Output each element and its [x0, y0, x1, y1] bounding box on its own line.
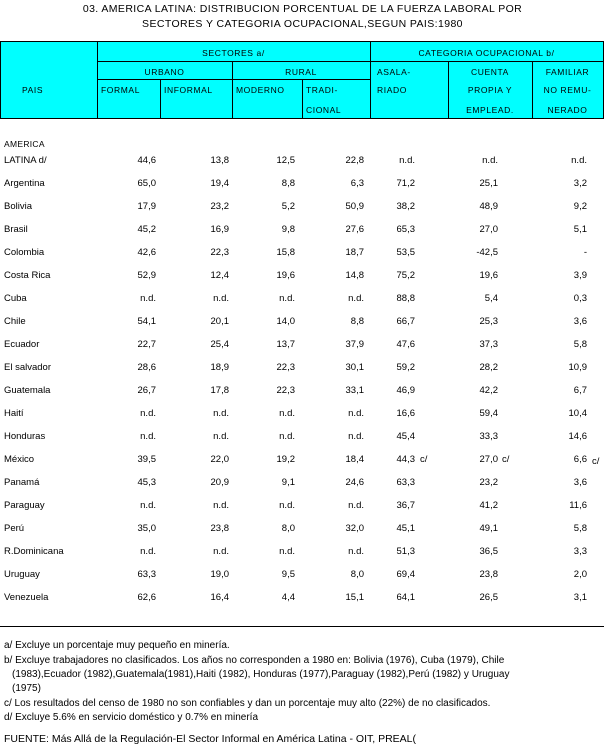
cell-cuenta: 23,2: [479, 477, 498, 488]
table-row: [0, 201, 605, 215]
cell-familiar: 11,6: [569, 500, 587, 511]
cell-informal: 12,4: [210, 270, 229, 281]
cell-formal: n.d.: [140, 546, 156, 557]
header-familiar-3: NERADO: [547, 105, 588, 115]
cell-moderno: 19,6: [276, 270, 295, 281]
cell-formal: 52,9: [137, 270, 156, 281]
cell-tradicional: 50,9: [345, 201, 364, 212]
cell-cuenta: 19,6: [479, 270, 498, 281]
cell-asalariado: 88,8: [396, 293, 415, 304]
cell-formal: 22,7: [137, 339, 156, 350]
header-top-border: [0, 41, 604, 42]
table-row: [0, 431, 605, 445]
cell-cuenta: 25,3: [479, 316, 498, 327]
cell-asalariado: 45,4: [396, 431, 415, 442]
table-row: [0, 569, 605, 583]
cell-moderno: n.d.: [279, 431, 295, 442]
header-sector-divider: [97, 61, 603, 62]
cell-informal: 16,4: [210, 592, 229, 603]
cell-moderno: n.d.: [279, 500, 295, 511]
cell-familiar: 10,9: [568, 362, 587, 373]
cell-asalariado: 47,6: [396, 339, 415, 350]
table-row: [0, 477, 605, 491]
cell-tradicional: n.d.: [348, 293, 364, 304]
cell-familiar: 10,4: [568, 408, 587, 419]
cell-formal: n.d.: [140, 293, 156, 304]
header-moderno: MODERNO: [236, 85, 285, 95]
cell-cuenta: 37,3: [479, 339, 498, 350]
cell-pais: Honduras: [4, 431, 46, 442]
cell-moderno: 8,0: [281, 523, 295, 534]
cell-formal: 65,0: [137, 178, 156, 189]
cell-asalariado: n.d.: [399, 155, 415, 166]
header-pais: PAIS: [22, 85, 44, 95]
cell-moderno: n.d.: [279, 546, 295, 557]
cell-asalariado: 36,7: [396, 500, 415, 511]
cell-pais: Colombia: [4, 247, 45, 258]
cell-tradicional: 14,8: [345, 270, 364, 281]
cell-moderno: 9,5: [281, 569, 295, 580]
header-informal: INFORMAL: [164, 85, 213, 95]
cell-tradicional: 30,1: [345, 362, 364, 373]
cell-familiar: 6,6: [573, 454, 587, 465]
cell-tradicional: 18,4: [345, 454, 364, 465]
footnote-a: a/ Excluye un porcentaje muy pequeño en minería.: [4, 640, 230, 651]
region-label: AMERICA: [4, 139, 45, 149]
footnote-d: d/ Excluye 5.6% en servicio doméstico y 0.7% en minería: [4, 712, 259, 723]
cell-pais: Panamá: [4, 477, 40, 488]
cell-formal: 28,6: [137, 362, 156, 373]
table-row: [0, 362, 605, 376]
table-row: [0, 293, 605, 307]
cell-asalariado: 38,2: [396, 201, 415, 212]
header-cuenta-1: CUENTA: [471, 67, 509, 77]
cell-asalariado: 69,4: [396, 569, 415, 580]
footnote-c: c/ Los resultados del censo de 1980 no son confiables y dan un porcentaje muy alto (22%) de no clasificados.: [4, 698, 491, 709]
cell-pais: Venezuela: [4, 592, 49, 603]
cell-informal: 25,4: [210, 339, 229, 350]
cell-cuenta: 33,3: [479, 431, 498, 442]
cell-informal: 13,8: [210, 155, 229, 166]
cell-moderno: n.d.: [279, 293, 295, 304]
footnote-b-line-3: (1975): [12, 683, 41, 694]
cell-informal: n.d.: [213, 408, 229, 419]
cell-tradicional: 37,9: [345, 339, 364, 350]
table-row: [0, 454, 605, 468]
header-rural: RURAL: [285, 67, 317, 77]
footnote-b-line-2: (1983),Ecuador (1982),Guatemala(1981),Haiti (1982), Honduras (1977),Paraguay (1982),Perú (1982) y Uruguay: [12, 669, 510, 680]
cell-moderno: 5,2: [281, 201, 295, 212]
cell-asalariado: 65,3: [396, 224, 415, 235]
table-row: [0, 523, 605, 537]
cell-informal: 16,9: [210, 224, 229, 235]
cell-cuenta: n.d.: [482, 155, 498, 166]
cell-pais: Brasil: [4, 224, 28, 235]
cell-tradicional: n.d.: [348, 546, 364, 557]
header-col-divider-informal: [160, 79, 161, 119]
cell-cuenta: 26,5: [479, 592, 498, 603]
cell-asalariado: 64,1: [396, 592, 415, 603]
cell-moderno: 9,8: [281, 224, 295, 235]
cell-cuenta: 41,2: [479, 500, 498, 511]
cell-pais: Perú: [4, 523, 25, 534]
cell-informal: 19,0: [210, 569, 229, 580]
cell-tradicional: n.d.: [348, 408, 364, 419]
cell-pais: Chile: [4, 316, 26, 327]
cell-tradicional: 15,1: [345, 592, 364, 603]
cell-cuenta: 36,5: [479, 546, 498, 557]
table-row: [0, 178, 605, 192]
header-right-border: [603, 41, 604, 119]
cell-familiar: 3,3: [573, 546, 587, 557]
cell-informal: 22,0: [210, 454, 229, 465]
cell-formal: n.d.: [140, 500, 156, 511]
cell-moderno: 19,2: [276, 454, 295, 465]
cell-asalariado: 59,2: [396, 362, 415, 373]
cell-moderno: 12,5: [276, 155, 295, 166]
cell-tradicional: 27,6: [345, 224, 364, 235]
cell-pais: Costa Rica: [4, 270, 51, 281]
cell-pais: Cuba: [4, 293, 27, 304]
table-title-line-1: 03. AMERICA LATINA: DISTRIBUCION PORCENTUAL DE LA FUERZA LABORAL POR: [82, 3, 523, 15]
cell-pais: México: [4, 454, 35, 465]
header-asalariado-2: RIADO: [377, 85, 407, 95]
cell-asalariado: 66,7: [396, 316, 415, 327]
cell-formal: 39,5: [137, 454, 156, 465]
cell-asalariado-note: c/: [420, 454, 428, 465]
cell-formal: 26,7: [137, 385, 156, 396]
cell-tradicional: 22,8: [345, 155, 364, 166]
table-row: [0, 339, 605, 353]
cell-formal: 17,9: [137, 201, 156, 212]
cell-informal: n.d.: [213, 546, 229, 557]
header-cuenta-3: EMPLEAD.: [466, 105, 514, 115]
cell-cuenta: 42,2: [479, 385, 498, 396]
cell-asalariado: 51,3: [396, 546, 415, 557]
cell-moderno: 13,7: [276, 339, 295, 350]
cell-cuenta: 5,4: [484, 293, 498, 304]
cell-tradicional: 32,0: [345, 523, 364, 534]
header-tradicional-1: TRADI-: [306, 85, 338, 95]
cell-moderno: n.d.: [279, 408, 295, 419]
cell-moderno: 22,3: [276, 362, 295, 373]
cell-familiar: 3,6: [573, 477, 587, 488]
cell-tradicional: 6,3: [350, 178, 364, 189]
cell-tradicional: 33,1: [345, 385, 364, 396]
cell-formal: 45,3: [137, 477, 156, 488]
cell-formal: 42,6: [137, 247, 156, 258]
cell-pais: Haití: [4, 408, 24, 419]
source-note: FUENTE: Más Allá de la Regulación-El Sector Informal en América Latina - OIT, PREAL(: [4, 733, 416, 745]
header-urbano: URBANO: [144, 67, 185, 77]
cell-formal: n.d.: [140, 431, 156, 442]
cell-familiar: 9,2: [573, 201, 587, 212]
header-subsector-divider: [97, 79, 370, 80]
cell-familiar: 3,6: [573, 316, 587, 327]
cell-tradicional: n.d.: [348, 431, 364, 442]
table-row: [0, 155, 605, 169]
cell-informal: n.d.: [213, 500, 229, 511]
cell-moderno: 15,8: [276, 247, 295, 258]
header-left-border: [0, 41, 1, 119]
cell-asalariado: 63,3: [396, 477, 415, 488]
cell-asalariado: 53,5: [396, 247, 415, 258]
cell-familiar: -: [583, 247, 587, 258]
cell-moderno: 22,3: [276, 385, 295, 396]
footnote-separator: [0, 626, 604, 627]
cell-informal: 18,9: [210, 362, 229, 373]
cell-cuenta: 48,9: [479, 201, 498, 212]
header-categoria: CATEGORIA OCUPACIONAL b/: [418, 48, 555, 58]
cell-cuenta: 25,1: [479, 178, 498, 189]
header-col-divider-tradicional: [302, 79, 303, 119]
cell-pais: Guatemala: [4, 385, 51, 396]
cell-moderno: 9,1: [281, 477, 295, 488]
cell-familiar: 5,8: [573, 339, 587, 350]
cell-familiar-note: c/: [592, 456, 600, 467]
table-row: [0, 592, 605, 606]
cell-familiar: 5,8: [573, 523, 587, 534]
cell-cuenta: 59,4: [479, 408, 498, 419]
cell-formal: 35,0: [137, 523, 156, 534]
header-cuenta-2: PROPIA Y: [467, 85, 513, 95]
cell-asalariado: 45,1: [396, 523, 415, 534]
cell-asalariado: 16,6: [396, 408, 415, 419]
cell-moderno: 4,4: [281, 592, 295, 603]
cell-asalariado: 46,9: [396, 385, 415, 396]
cell-informal: 19,4: [210, 178, 229, 189]
cell-pais: LATINA d/: [4, 155, 47, 166]
cell-tradicional: 8,0: [350, 569, 364, 580]
table-row: [0, 546, 605, 560]
cell-moderno: 8,8: [281, 178, 295, 189]
cell-pais: Uruguay: [4, 569, 40, 580]
cell-informal: 23,2: [210, 201, 229, 212]
table-row: [0, 316, 605, 330]
cell-informal: n.d.: [213, 293, 229, 304]
cell-asalariado: 44,3: [396, 454, 415, 465]
cell-formal: 62,6: [137, 592, 156, 603]
cell-formal: 63,3: [137, 569, 156, 580]
footnote-b-line-1: b/ Excluye trabajadores no clasificados. Los años no corresponden a 1980 en: Bolivia (1976), Cuba (1979), Chile: [4, 655, 505, 666]
cell-pais: Ecuador: [4, 339, 40, 350]
cell-familiar: n.d.: [571, 155, 587, 166]
cell-informal: n.d.: [213, 431, 229, 442]
cell-formal: 54,1: [137, 316, 156, 327]
cell-familiar: 14,6: [568, 431, 587, 442]
region-label-row: [0, 139, 605, 153]
table-row: [0, 408, 605, 422]
header-familiar-1: FAMILIAR: [545, 67, 590, 77]
cell-informal: 20,9: [210, 477, 229, 488]
cell-cuenta: 49,1: [479, 523, 498, 534]
header-asalariado-1: ASALA-: [377, 67, 411, 77]
cell-informal: 22,3: [210, 247, 229, 258]
cell-formal: 44,6: [137, 155, 156, 166]
cell-cuenta: 27,0: [479, 454, 498, 465]
table-row: [0, 247, 605, 261]
table-title-line-2: SECTORES Y CATEGORIA OCUPACIONAL,SEGUN PAIS:1980: [142, 18, 463, 30]
cell-pais: Bolivia: [4, 201, 32, 212]
cell-formal: n.d.: [140, 408, 156, 419]
cell-pais: El salvador: [4, 362, 51, 373]
table-row: [0, 385, 605, 399]
header-formal: FORMAL: [101, 85, 141, 95]
cell-familiar: 6,7: [573, 385, 587, 396]
cell-tradicional: 24,6: [345, 477, 364, 488]
cell-cuenta-note: c/: [502, 454, 510, 465]
cell-tradicional: n.d.: [348, 500, 364, 511]
cell-cuenta: 27,0: [479, 224, 498, 235]
table-row: [0, 500, 605, 514]
cell-tradicional: 18,7: [345, 247, 364, 258]
cell-pais: R.Dominicana: [4, 546, 64, 557]
header-sectores: SECTORES a/: [202, 48, 265, 58]
cell-pais: Paraguay: [4, 500, 45, 511]
cell-familiar: 3,1: [573, 592, 587, 603]
cell-familiar: 0,3: [573, 293, 587, 304]
cell-pais: Argentina: [4, 178, 45, 189]
cell-familiar: 3,2: [573, 178, 587, 189]
cell-formal: 45,2: [137, 224, 156, 235]
cell-informal: 17,8: [210, 385, 229, 396]
cell-familiar: 3,9: [573, 270, 587, 281]
cell-moderno: 14,0: [276, 316, 295, 327]
cell-familiar: 5,1: [573, 224, 587, 235]
cell-informal: 23,8: [210, 523, 229, 534]
cell-asalariado: 75,2: [396, 270, 415, 281]
cell-cuenta: 23,8: [479, 569, 498, 580]
cell-tradicional: 8,8: [350, 316, 364, 327]
table-row: [0, 224, 605, 238]
cell-asalariado: 71,2: [396, 178, 415, 189]
table-row: [0, 270, 605, 284]
cell-informal: 20,1: [210, 316, 229, 327]
cell-cuenta: -42,5: [476, 247, 498, 258]
header-familiar-2: NO REMU-: [543, 85, 592, 95]
cell-cuenta: 28,2: [479, 362, 498, 373]
header-tradicional-2: CIONAL: [306, 105, 342, 115]
cell-familiar: 2,0: [573, 569, 587, 580]
